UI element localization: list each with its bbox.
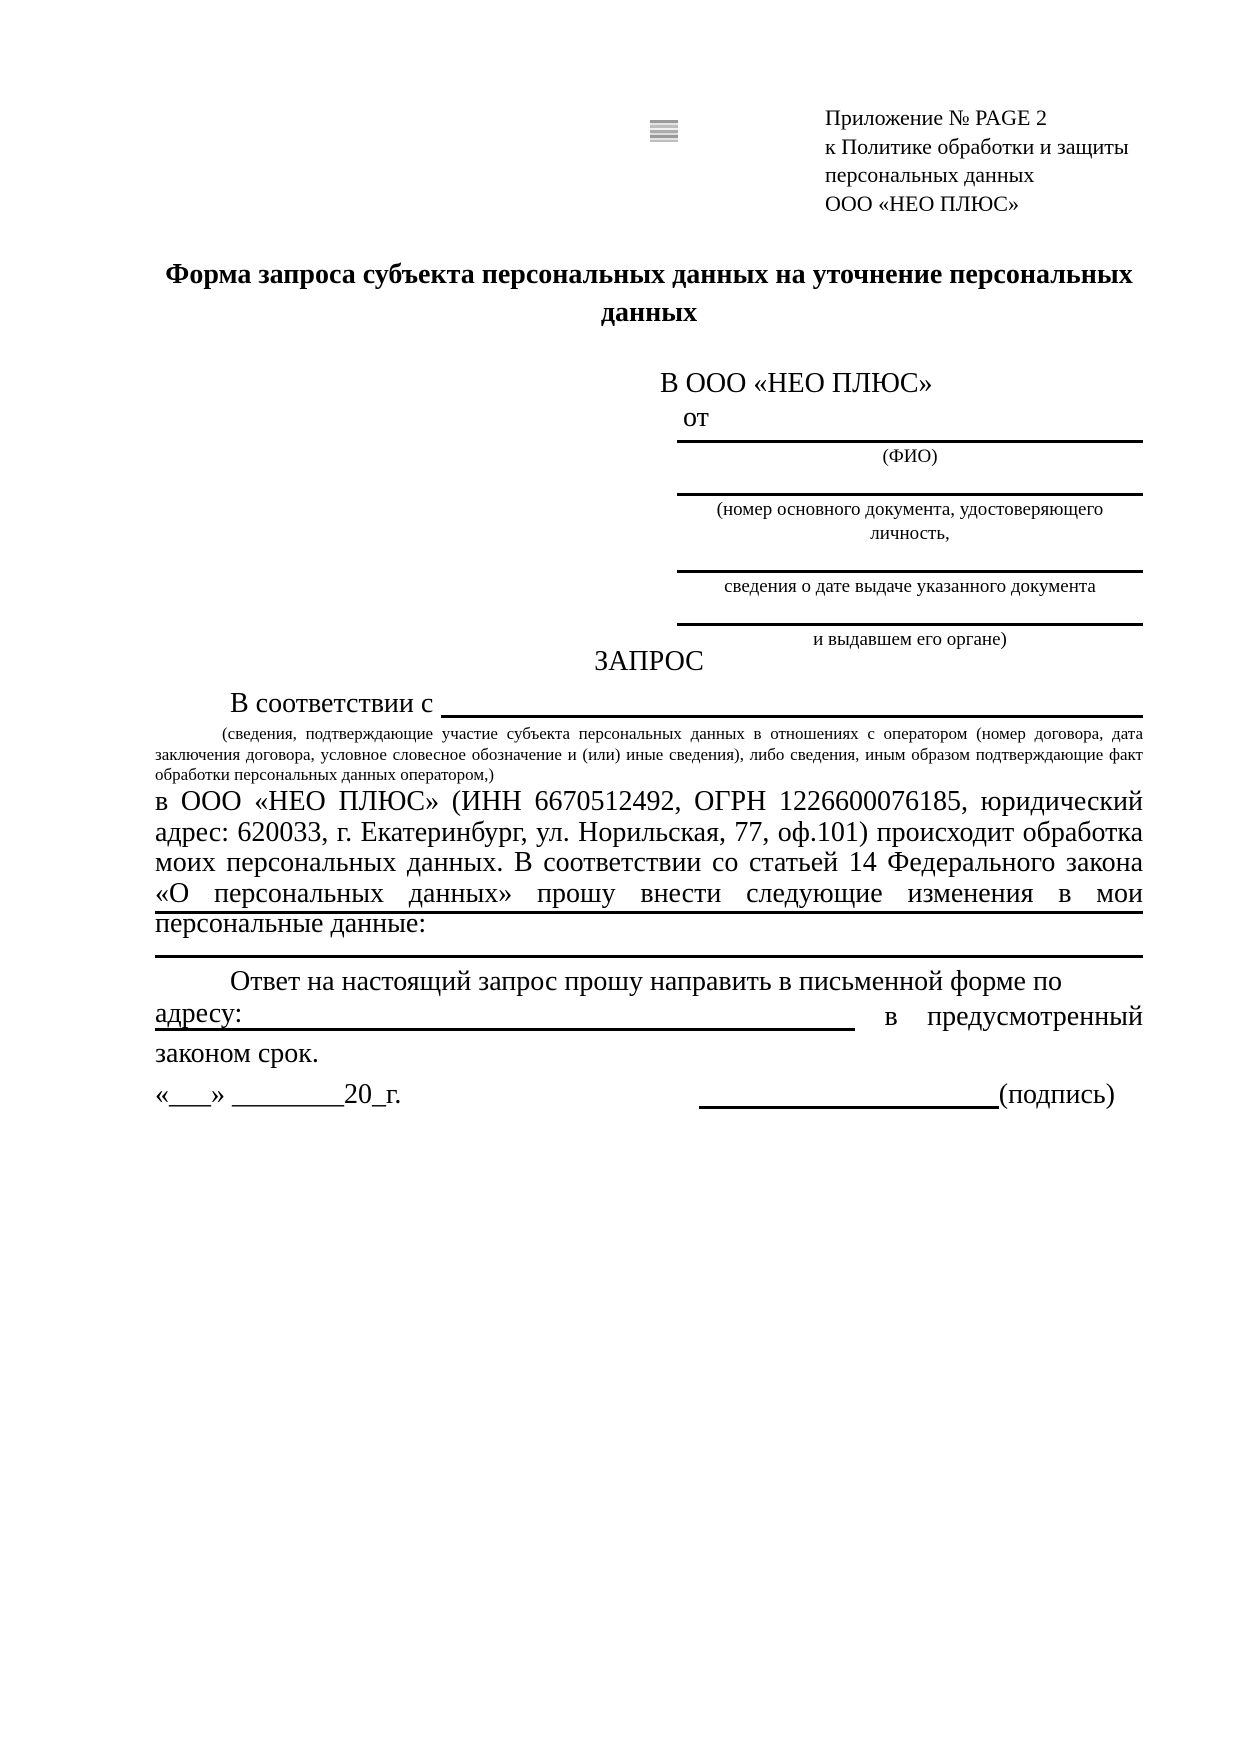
reply-tail-word-2: предусмотренный — [927, 1001, 1143, 1032]
signature-caption: (подпись) — [998, 1079, 1115, 1110]
appendix-header-line: персональных данных — [825, 162, 1035, 187]
reply-address-row — [155, 1000, 1143, 1034]
appendix-header — [825, 104, 1129, 218]
changes-blank-line-2 — [155, 955, 1143, 958]
body-paragraph: в ООО «НЕО ПЛЮС» (ИНН 6670512492, ОГРН 1226600076185, юридический адрес: 620033, г. Екатеринбург, ул. Норильская, 77, оф.101) происходит обработка моих персональных данных. В соответствии со статьей 14 Федерального закона «О персональных данных» прошу внести следующие изменения в мои персональные данные: — [155, 786, 1143, 939]
addressee-fields — [677, 440, 1143, 652]
document-number-blank-line — [677, 493, 1143, 546]
basis-blank-line — [441, 689, 1143, 718]
reply-paragraph: Ответ на настоящий запрос прошу направить в письменной форме по адресу: — [155, 966, 1062, 1029]
request-heading: ЗАПРОС — [594, 646, 704, 677]
fio-blank-line — [677, 440, 1143, 469]
appendix-header-line: ООО «НЕО ПЛЮС» — [825, 190, 1019, 216]
addressee-from-label: от — [683, 402, 709, 433]
address-blank-line — [155, 1000, 855, 1031]
embedded-object-artifact-icon — [650, 120, 678, 142]
intro-row — [155, 688, 1143, 720]
addressee-block — [660, 368, 1143, 676]
issuing-authority-caption: и выдавшем его органе) — [813, 629, 1007, 650]
fio-caption: (ФИО) — [882, 446, 938, 467]
page-title: Форма запроса субъекта персональных данных на уточнение персональных данных — [165, 259, 1133, 328]
issue-date-caption: сведения о дате выдаче указанного документа — [724, 576, 1096, 597]
date-signature-row — [155, 1078, 1143, 1112]
document-number-caption: (номер основного документа, удостоверяющего личность, — [716, 499, 1104, 544]
legal-note: (сведения, подтверждающие участие субъекта персональных данных в отношениях с оператором (номер договора, дата заключения договора, условное словесное обозначение и (или) иные сведения), либо сведения, иным образом подтверждающие факт обработки персональных данных оператором,) — [155, 724, 1143, 784]
closing-line: законом срок. — [155, 1038, 319, 1069]
appendix-header-line: Приложение № PAGE 2 — [825, 105, 1047, 130]
addressee-to: В ООО «НЕО ПЛЮС» — [660, 368, 933, 399]
signature-group — [699, 1078, 1115, 1112]
issue-date-blank-line — [677, 570, 1143, 599]
intro-lead: В соответствии с — [230, 688, 434, 719]
appendix-header-line: к Политике обработки и защиты — [825, 133, 1129, 159]
signature-blank-line — [699, 1078, 999, 1109]
date-blank: «___» ________20_г. — [155, 1079, 402, 1110]
changes-blank-line-1 — [155, 911, 1143, 914]
reply-tail-word-1: в — [884, 1001, 898, 1032]
